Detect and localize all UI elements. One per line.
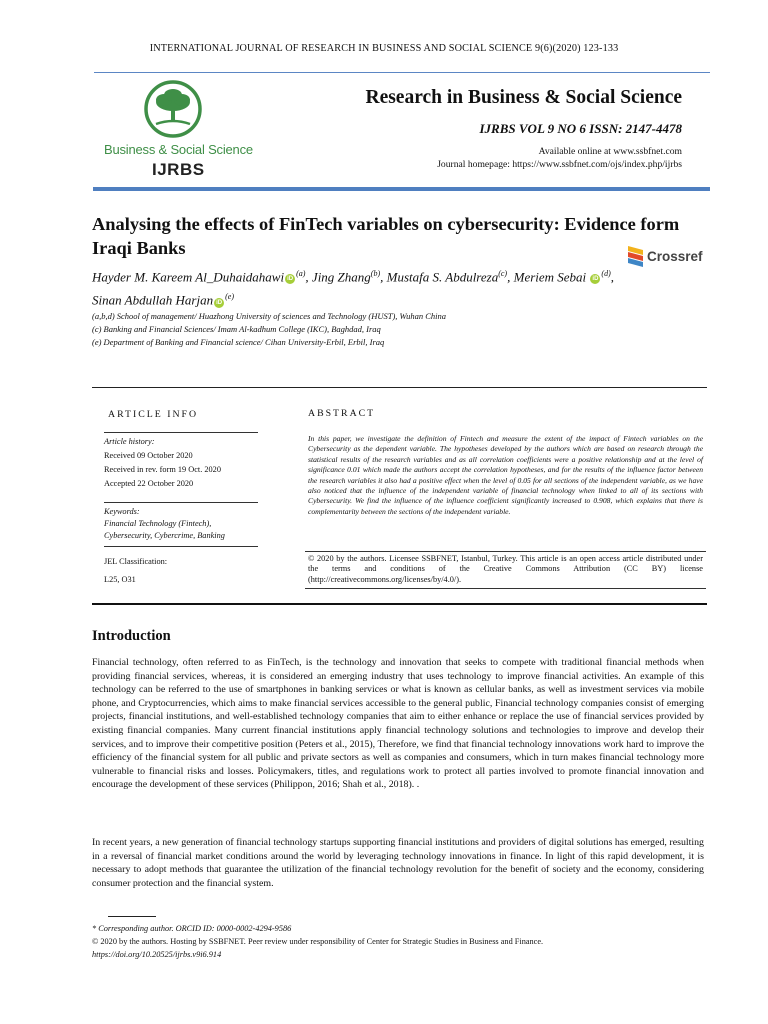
abstract-heading: ABSTRACT: [308, 408, 376, 419]
article-info-heading: ARTICLE INFO: [108, 409, 199, 420]
license-rule-top: [305, 551, 706, 552]
article-info-rule: [104, 502, 258, 503]
keywords-label: Keywords:: [104, 507, 140, 516]
journal-volume: IJRBS VOL 9 NO 6 ISSN: 2147-4478: [479, 121, 682, 136]
accepted-date: Accepted 22 October 2020: [104, 479, 194, 488]
journal-logo: [100, 80, 270, 180]
jel-codes: L25, O31: [104, 575, 136, 584]
keywords-line: Financial Technology (Fintech),: [104, 519, 212, 528]
available-online: Available online at www.ssbfnet.com: [538, 146, 682, 157]
tree-logo-icon: [144, 80, 202, 138]
author-affiliation-mark: (b): [370, 269, 381, 278]
author-affiliation-mark: (a): [296, 269, 306, 278]
logo-line2: IJRBS: [152, 160, 205, 179]
author-affiliation-mark: (c): [498, 269, 508, 278]
article-info-rule: [104, 432, 258, 433]
author-name: Mustafa S. Abdulreza: [386, 269, 499, 285]
abstract-text: In this paper, we investigate the definition of Fintech and measure the extent of the impact of Fintech variables on the Cybersecurity as the dependent variable. The hypotheses developed by the authors which are based on research through the statistical results of the research variables and as all correlation coefficients were a positive relationship and at the level of significance 0.01 which made the authors accept the correlation hypotheses, and for the results of the influence factor between the research variables it also had a positive effect when the level of 0.05 for all sections of the independent variable, as we have also noticed that the influence of the independent variable of financial technology when linked to all of its sections with Cybersecurity. We find the influence of the influence coefficient significantly increased to 0.908, which explains that there is complementarity between the sections of the independent variable.: [308, 434, 703, 516]
corresponding-author-note: * Corresponding author. ORCID ID: 0000-0002-4294-9586: [92, 924, 292, 933]
affiliation: (c) Banking and Financial Sciences/ Imam Al-kadhum College (IKC), Baghdad, Iraq: [92, 324, 381, 334]
doi-link[interactable]: https://doi.org/10.20525/ijrbs.v9i6.914: [92, 950, 222, 959]
author-list: Hayder M. Kareem Al_Duhaidahawi $iD^{(a)}$, Jing Zhang$^{(b)}$, Mustafa S. Abdulreza$^{(c)}$, Meriem Sebai $iD^{(d)}$, Sinan Abdullah Harjan $iD^{(e)}$: [92, 269, 614, 308]
affiliation: (e) Department of Banking and Financial science/ Cihan University-Erbil, Erbil, Iraq: [92, 337, 385, 347]
orcid-icon[interactable]: iD: [216, 299, 223, 306]
affiliation: (a,b,d) School of management/ Huazhong University of sciences and Technology (HUST), Wuhan China: [92, 311, 447, 321]
history-label: Article history:: [104, 437, 155, 446]
article-title: Analysing the effects of FinTech variables on cybersecurity: Evidence form Iraqi Banks: [92, 214, 680, 258]
journal-homepage-link[interactable]: Journal homepage: https://www.ssbfnet.com/ojs/index.php/ijrbs: [437, 159, 682, 170]
revised-date: Received in rev. form 19 Oct. 2020: [104, 465, 221, 474]
author-name: Jing Zhang: [311, 269, 371, 285]
section-heading: Introduction: [92, 628, 171, 644]
author-affiliation-mark: (e): [225, 292, 234, 302]
journal-name: Research in Business & Social Science: [365, 87, 682, 108]
masthead-divider: [93, 187, 710, 191]
article-info-rule: [104, 546, 258, 547]
running-header: INTERNATIONAL JOURNAL OF RESEARCH IN BUSINESS AND SOCIAL SCIENCE 9(6)(2020) 123-133: [149, 43, 619, 54]
license-text: © 2020 by the authors. Licensee SSBFNET, Istanbul, Turkey. This article is an open access article distributed under the terms and conditions of the Creative Commons Attribution (CC BY) license (http://creativecommons.org/licenses/by/4.0/).: [308, 554, 703, 584]
keywords-line: Cybersecurity, Cybercrime, Banking: [104, 531, 225, 540]
crossref-badge[interactable]: [626, 244, 716, 270]
body-paragraph: Financial technology, often referred to as FinTech, is the technology and innovation that seeks to compete with traditional financial methods when providing financial services, whereas, it is considered an emerging industry that uses technology to improve financial activities. An example of this technology can be referred to the use of smartphones in banking services or what is known as cellular banks, as well as investment services via mobile phone, and Cryptocurrencies, which aims to make financial services accessible to the general public, Financial technology companies consist of emerging projects, financial institutions, and well-established technology companies that aim to either enhance or replace the use of financial services provided by existing financial companies. Many current financial institutions apply financial technology solutions and technologies to improve and develop their services, and to improve their competitive position (Peters et al., 2015), Therefore, we find that financial technology innovations work hard to improve the efficiency of the financial system for all public and private sectors as well as companies and consumers, which in turn makes financial technology more vulnerable to financial risks and losses. Policymakers, titles, and regulations work to protect all parties involved to promote financial innovation and encourage the development of these services (Philippon, 2016; Shah et al., 2018). .: [92, 657, 704, 791]
footnote-rule: [108, 916, 156, 917]
crossref-label: Crossref: [647, 249, 703, 264]
jel-label: JEL Classification:: [104, 557, 168, 566]
front-matter-divider: [92, 603, 707, 605]
orcid-icon[interactable]: iD: [592, 276, 599, 283]
header-divider: [94, 72, 710, 73]
received-date: Received 09 October 2020: [104, 451, 193, 460]
section-divider: [92, 387, 707, 388]
author-affiliation-mark: (d): [601, 269, 611, 278]
crossref-icon: [626, 244, 646, 270]
license-rule-bottom: [305, 588, 706, 589]
copyright-note: © 2020 by the authors. Hosting by SSBFNET. Peer review under responsibility of Center for Strategic Studies in Business and Finance.: [92, 937, 544, 946]
orcid-icon[interactable]: iD: [287, 276, 294, 283]
author-name: Hayder M. Kareem Al_Duhaidahawi: [92, 269, 285, 285]
author-name: Meriem Sebai: [513, 269, 587, 285]
author-name: Sinan Abdullah Harjan: [92, 292, 214, 308]
body-paragraph: In recent years, a new generation of financial technology startups supporting financial institutions and providers of digital solutions has emerged, resulting in a reversal of financial market conditions around the world by leveraging technology innovations in finance. In light of this rapid development, it is necessary to adopt methods that guarantee the utilization of the financial technology revolution for the benefit of society and the economy, considering consumer protection and the financial system.: [92, 837, 704, 889]
logo-line1: Business & Social Science: [104, 142, 253, 157]
